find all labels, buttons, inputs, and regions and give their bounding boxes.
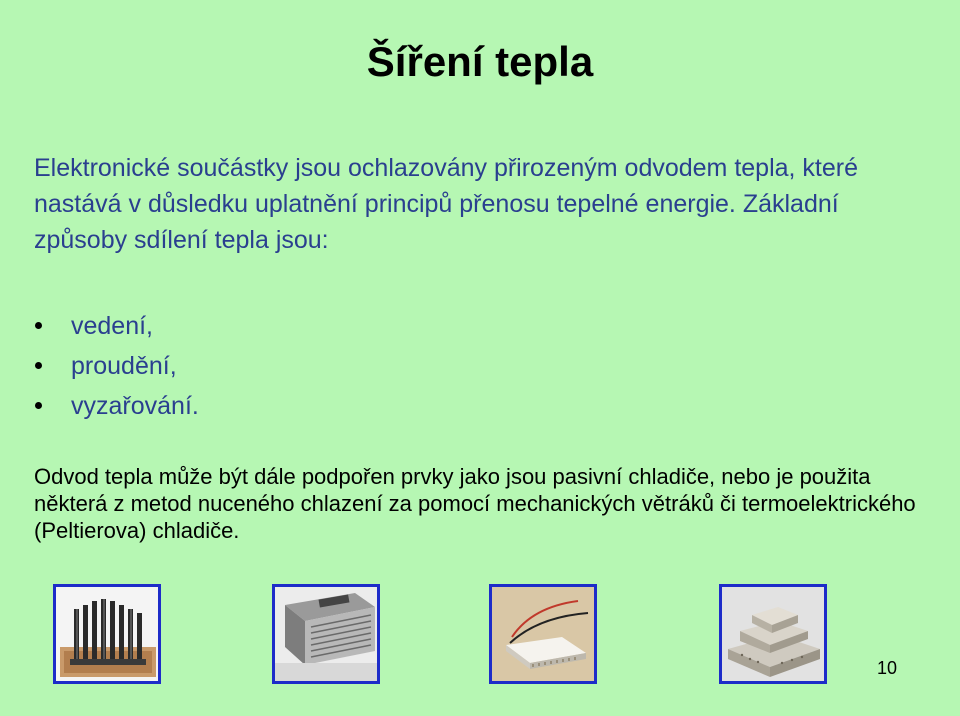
- intro-text: Elektronické součástky jsou ochlazovány přirozeným odvodem tepla, které nastává v důsledku uplatnění principů přenosu tepelné energie. Základní způsoby sdílení tepla jsou:: [34, 154, 859, 254]
- bullet-dot-icon: [35, 402, 42, 409]
- bullet-text: proudění,: [71, 352, 177, 380]
- bullet-list: [34, 306, 199, 426]
- bullet-text: vedení,: [71, 312, 154, 340]
- slide-title: Šíření tepla: [366, 38, 594, 85]
- heatsink-icon: [56, 587, 158, 681]
- stacked-peltier-image: [719, 584, 827, 684]
- bullet-dot-icon: [35, 322, 42, 329]
- bullet-text: vyzařování.: [71, 392, 199, 420]
- fan-cooler-icon: [275, 587, 377, 681]
- heatsink-image: [53, 584, 161, 684]
- bullet-item: [34, 306, 199, 346]
- stacked-peltier-icon: [722, 587, 824, 681]
- page-number: 10: [876, 658, 897, 678]
- peltier-icon: [492, 587, 594, 681]
- fan-cooler-image: [272, 584, 380, 684]
- bullet-item: [34, 386, 199, 426]
- bullet-item: [34, 346, 199, 386]
- cooling-paragraph: Odvod tepla může být dále podpořen prvky jako jsou pasivní chladiče, nebo je použita některá z metod nuceného chlazení za pomocí mechanických větráků či termoelektrického (Peltierova) chladiče.: [34, 464, 916, 543]
- peltier-image: [489, 584, 597, 684]
- bullet-dot-icon: [35, 362, 42, 369]
